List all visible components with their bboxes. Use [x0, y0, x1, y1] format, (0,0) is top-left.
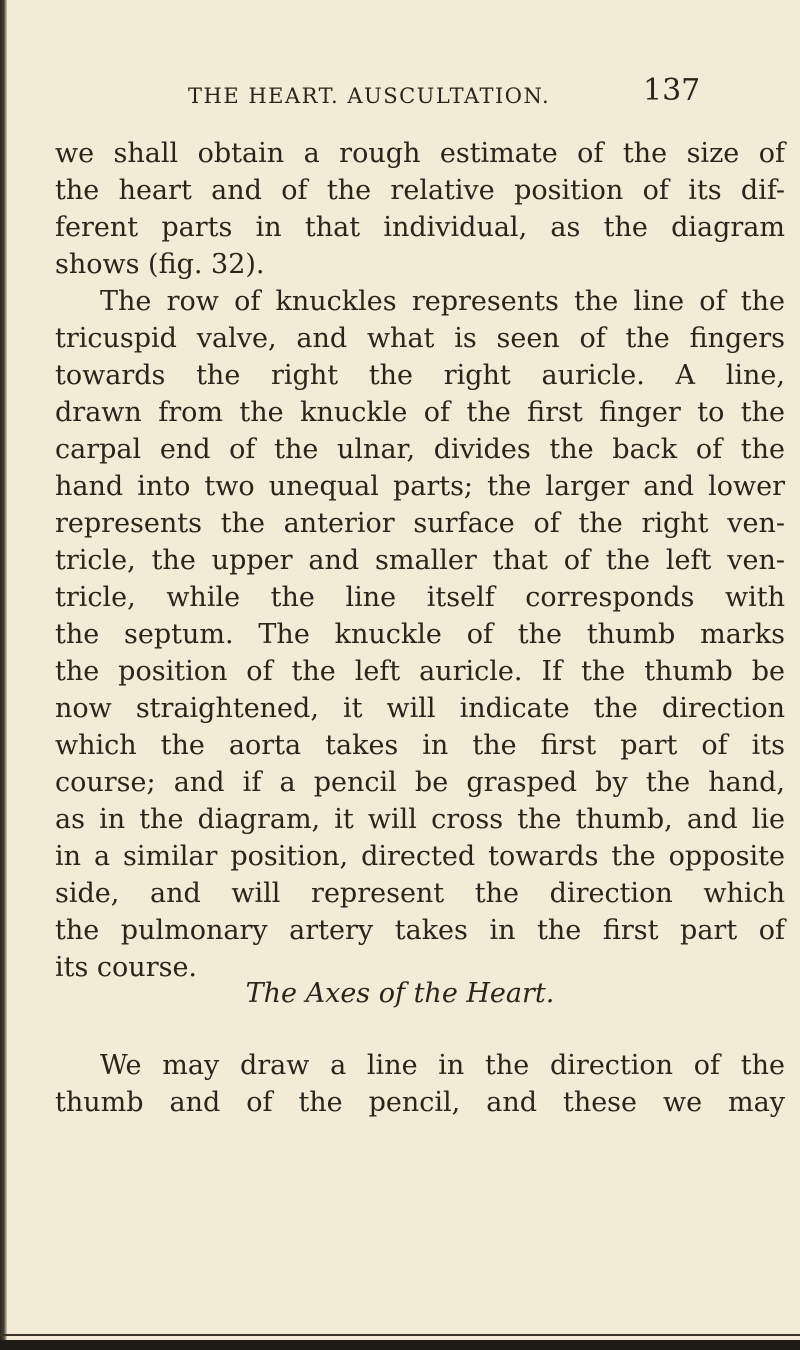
paragraph-2-line: carpal end of the ulnar, divides the back of the: [55, 434, 785, 465]
page-bottom-rule: [0, 1334, 800, 1336]
page-bottom-edge: [0, 1340, 800, 1350]
paragraph-2-line: tricle, the upper and smaller that of the left ven-: [55, 545, 785, 576]
paragraph-2-line: the pulmonary artery takes in the first part of: [55, 915, 785, 946]
page-binding-edge: [0, 0, 7, 1350]
paragraph-2-line: as in the diagram, it will cross the thumb, and lie: [55, 804, 785, 835]
paragraph-1-line: shows (fig. 32).: [55, 249, 265, 280]
paragraph-2-line: side, and will represent the direction which: [55, 878, 785, 909]
paragraph-2-line: which the aorta takes in the first part of its: [55, 730, 785, 761]
paragraph-2-line: hand into two unequal parts; the larger and lower: [55, 471, 785, 502]
paragraph-2-line: in a similar position, directed towards the opposite: [55, 841, 785, 872]
paragraph-3-line: thumb and of the pencil, and these we may: [55, 1087, 785, 1118]
paragraph-1-line: the heart and of the relative position of its dif-: [55, 175, 785, 206]
section-heading: The Axes of the Heart.: [245, 978, 555, 1009]
paragraph-2-line: drawn from the knuckle of the first finger to the: [55, 397, 785, 428]
paragraph-2-line: The row of knuckles represents the line of the: [100, 286, 785, 317]
running-header: THE HEART. AUSCULTATION.: [188, 84, 551, 108]
paragraph-2-line: the position of the left auricle. If the thumb be: [55, 656, 785, 687]
paragraph-2-line: tricuspid valve, and what is seen of the fingers: [55, 323, 785, 354]
paragraph-2-line: its course.: [55, 952, 198, 983]
paragraph-2-line: tricle, while the line itself corresponds with: [55, 582, 785, 613]
paragraph-2-line: now straightened, it will indicate the direction: [55, 693, 785, 724]
paragraph-2-line: the septum. The knuckle of the thumb marks: [55, 619, 785, 650]
paragraph-3-line: We may draw a line in the direction of the: [100, 1050, 785, 1081]
paragraph-2-line: course; and if a pencil be grasped by the hand,: [55, 767, 785, 798]
paragraph-2-line: towards the right the right auricle. A line,: [55, 360, 785, 391]
page-number: 137: [643, 73, 701, 108]
paragraph-1-line: ferent parts in that individual, as the diagram: [55, 212, 785, 243]
paragraph-2-line: represents the anterior surface of the right ven-: [55, 508, 785, 539]
paragraph-1-line: we shall obtain a rough estimate of the size of: [55, 138, 785, 169]
